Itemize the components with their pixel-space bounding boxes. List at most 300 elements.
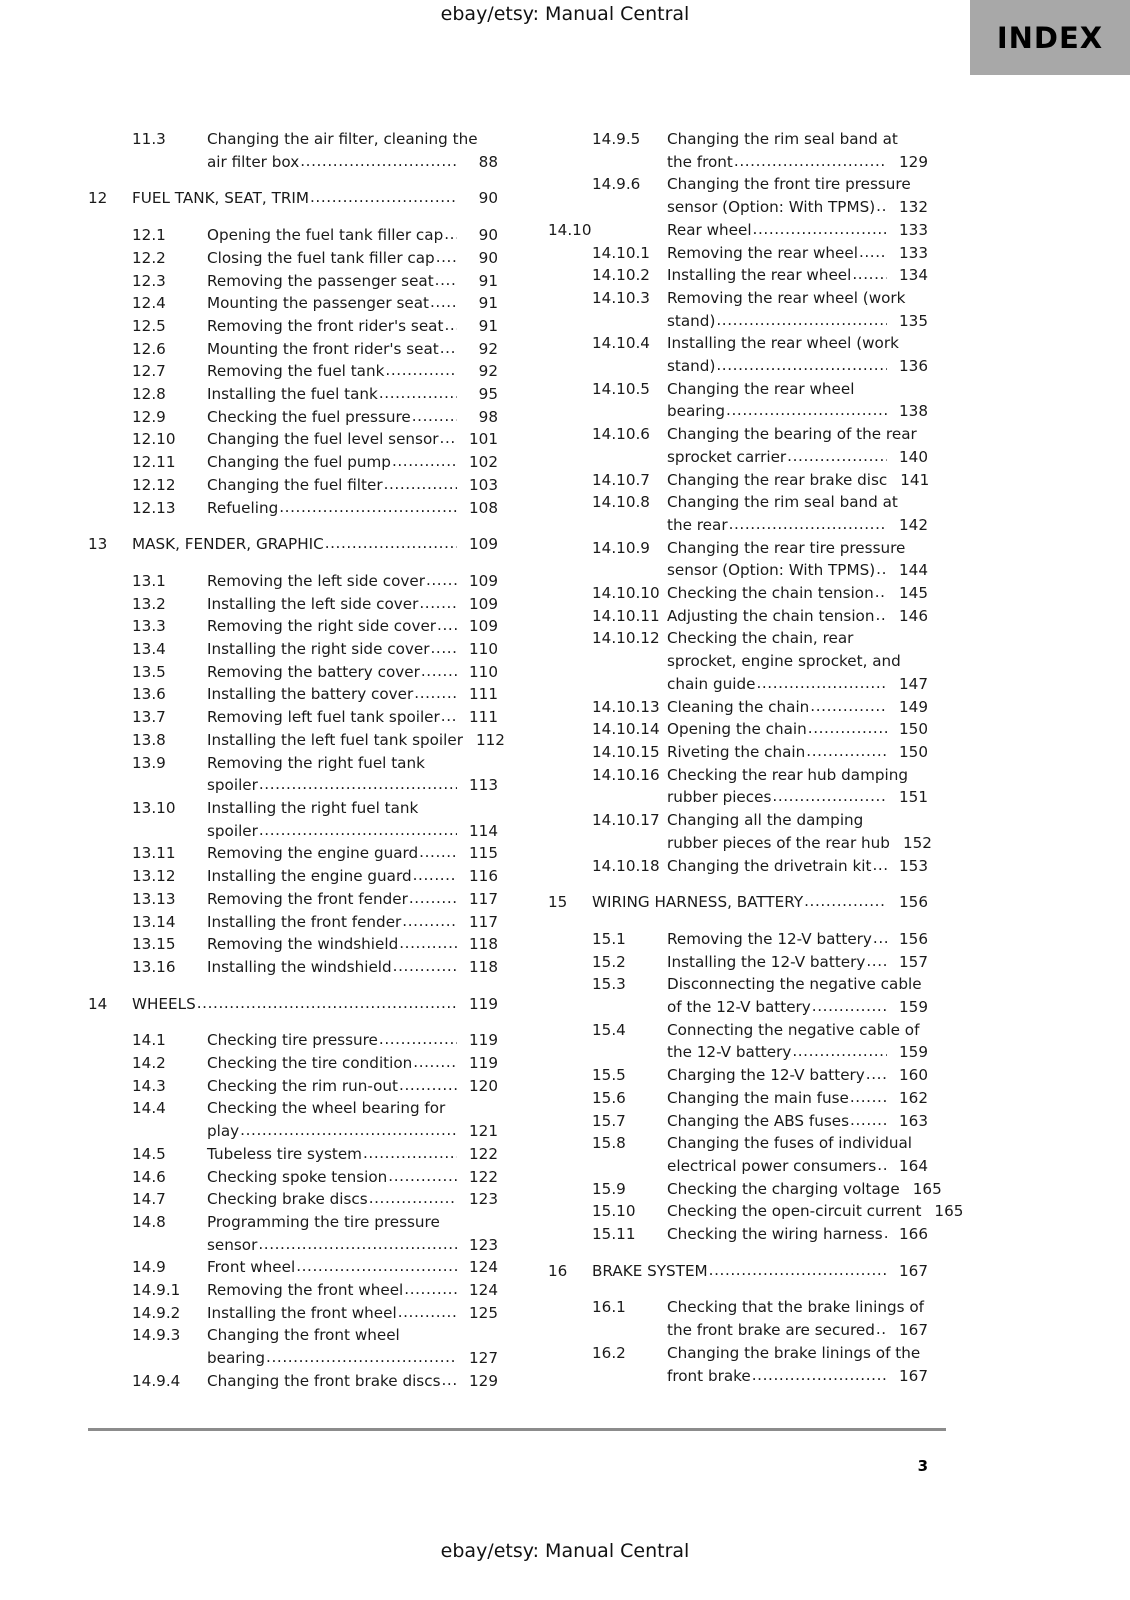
- toc-entry-row[interactable]: [88, 497, 498, 520]
- toc-entry-wrapped-line: [667, 378, 928, 401]
- toc-entry-row[interactable]: [88, 451, 498, 474]
- toc-dot-leader: [726, 399, 887, 422]
- toc-dot-leader: [441, 1369, 457, 1392]
- toc-entry-row[interactable]: [88, 1324, 498, 1369]
- toc-entry-leader-line: [207, 706, 498, 729]
- toc-entry-row[interactable]: [88, 1075, 498, 1098]
- toc-entry-number: 14.10.16: [592, 765, 660, 784]
- toc-dot-leader: [310, 186, 457, 209]
- toc-entry-title: Changing the front brake discs: [207, 1371, 441, 1390]
- toc-dot-leader: [197, 992, 457, 1015]
- toc-entry-row[interactable]: [88, 593, 498, 616]
- toc-dot-leader: [404, 1278, 457, 1301]
- toc-entry-leader-line: [207, 1234, 498, 1257]
- toc-entry-row[interactable]: [548, 287, 928, 332]
- toc-entry-leader-line: [207, 933, 498, 956]
- toc-entry-number: 14.10.14: [592, 720, 660, 739]
- toc-entry-wrapped-line: [667, 764, 928, 787]
- toc-entry-title: BRAKE SYSTEM: [592, 1261, 708, 1280]
- toc-entry-row[interactable]: [88, 638, 498, 661]
- toc-entry-leader-line: [667, 196, 928, 219]
- toc-entry-row[interactable]: [548, 1223, 928, 1246]
- toc-chapter-row[interactable]: [548, 1260, 928, 1283]
- toc-entry-number: 14.9.5: [592, 130, 641, 148]
- toc-entry-wrapped-line: [207, 752, 498, 775]
- toc-page-number: 123: [469, 1235, 498, 1254]
- toc-entry-leader-line: [667, 696, 928, 719]
- toc-entry-wrapped-line: [667, 650, 928, 673]
- toc-entry-wrapped-line: [207, 1211, 498, 1234]
- toc-entry-leader-line: [667, 355, 928, 378]
- toc-entry-number: 14.10.9: [592, 538, 650, 557]
- toc-dot-leader: [259, 773, 457, 796]
- toc-page-number: 109: [469, 535, 498, 554]
- toc-entry-row[interactable]: [88, 406, 498, 429]
- toc-entry-row[interactable]: [88, 383, 498, 406]
- toc-entry-row[interactable]: [88, 315, 498, 338]
- toc-entry-title: Changing the front tire pressure: [667, 175, 911, 194]
- toc-page-number: 147: [899, 674, 928, 693]
- toc-entry-body: [207, 1097, 498, 1142]
- toc-entry-row[interactable]: [88, 1370, 498, 1393]
- toc-entry-leader-line: [207, 615, 498, 638]
- toc-entry-leader-line: [667, 1319, 928, 1342]
- toc-page-number: 117: [469, 889, 498, 908]
- toc-entry-title: Changing the air filter, cleaning the: [207, 130, 478, 148]
- toc-entry-title: Installing the windshield: [207, 957, 392, 976]
- toc-entry-number: 13.8: [132, 730, 166, 749]
- toc-entry-row[interactable]: [88, 1279, 498, 1302]
- toc-entry-title: Checking the tire condition: [207, 1054, 413, 1073]
- toc-dot-leader: [363, 1142, 457, 1165]
- toc-entry-leader-line: [667, 1223, 928, 1246]
- toc-entry-row[interactable]: [548, 378, 928, 423]
- toc-entry-title: WHEELS: [132, 994, 196, 1013]
- toc-entry-title: Mounting the passenger seat: [207, 294, 429, 313]
- toc-entry-title: Changing the rear brake disc: [667, 470, 888, 489]
- toc-entry-title: the rear: [667, 515, 728, 534]
- toc-page-number: 129: [469, 1371, 498, 1390]
- toc-page-number: 159: [899, 998, 928, 1017]
- toc-entry-body: [207, 128, 498, 173]
- toc-entry-leader-line: [207, 497, 498, 520]
- toc-entry-row[interactable]: [88, 270, 498, 293]
- toc-entry-row[interactable]: [548, 1064, 928, 1087]
- toc-entry-row[interactable]: [548, 128, 928, 173]
- page-number: 3: [917, 1457, 928, 1475]
- toc-entry-title: Checking tire pressure: [207, 1031, 378, 1050]
- toc-entry-row[interactable]: [88, 842, 498, 865]
- toc-entry-row[interactable]: [88, 956, 498, 979]
- toc-entry-leader-line: [207, 1302, 498, 1325]
- toc-entry-row[interactable]: [88, 360, 498, 383]
- toc-entry-title: Removing the front wheel: [207, 1281, 404, 1300]
- toc-entry-body: [207, 1211, 498, 1256]
- toc-entry-leader-line: [667, 673, 928, 696]
- toc-entry-body: [207, 360, 498, 383]
- toc-entry-title: rubber pieces: [667, 788, 772, 807]
- toc-entry-row[interactable]: [548, 469, 928, 492]
- toc-entry-number: 14.10.13: [592, 697, 660, 716]
- toc-entry-row[interactable]: [548, 1342, 928, 1387]
- toc-entry-leader-line: [207, 820, 498, 843]
- toc-dot-leader: [709, 1259, 887, 1282]
- toc-entry-title: Removing the windshield: [207, 935, 399, 954]
- toc-dot-leader: [441, 705, 457, 728]
- toc-entry-number: 15.11: [592, 1225, 636, 1244]
- toc-entry-title: Checking the fuel pressure: [207, 407, 411, 426]
- toc-entry-number: 13.5: [132, 662, 166, 681]
- toc-entry-body: [667, 264, 928, 287]
- toc-entry-title: Closing the fuel tank filler cap: [207, 248, 435, 267]
- toc-entry-wrapped-line: [667, 173, 928, 196]
- toc-entry-leader-line: [207, 1143, 498, 1166]
- toc-page-number: 112: [475, 730, 505, 749]
- toc-entry-body: [667, 491, 928, 536]
- toc-entry-leader-line: [667, 1155, 928, 1178]
- toc-entry-row[interactable]: [88, 338, 498, 361]
- toc-entry-leader-line: [667, 242, 928, 265]
- toc-entry-title: Installing the right fuel tank: [207, 798, 419, 817]
- toc-entry-row[interactable]: [88, 729, 505, 752]
- toc-entry-leader-line: [667, 559, 928, 582]
- toc-entry-leader-line: [207, 224, 498, 247]
- toc-entry-title: of the 12-V battery: [667, 998, 811, 1017]
- toc-page-number: 91: [478, 271, 498, 290]
- toc-entry-number: 14.10.7: [592, 470, 650, 489]
- toc-entry-number: 12.2: [132, 248, 166, 267]
- toc-entry-body: [667, 973, 928, 1018]
- toc-page-number: 149: [899, 697, 928, 716]
- toc-entry-body: [667, 128, 928, 173]
- toc-entry-row[interactable]: [88, 752, 498, 797]
- toc-entry-number: 12.6: [132, 339, 166, 358]
- toc-entry-number: 13.3: [132, 617, 166, 636]
- toc-entry-leader-line: [207, 1370, 498, 1393]
- toc-entry-title: Installing the fuel tank: [207, 385, 378, 404]
- toc-entry-body: [667, 1200, 964, 1223]
- toc-page-number: 90: [478, 248, 498, 267]
- toc-entry-number: 13: [88, 535, 108, 554]
- toc-dot-leader: [421, 660, 457, 683]
- toc-entry-row[interactable]: [88, 683, 498, 706]
- toc-page-number: 134: [899, 266, 928, 285]
- toc-dot-leader: [385, 359, 457, 382]
- toc-dot-leader: [300, 150, 457, 173]
- toc-page-number: 92: [478, 362, 498, 381]
- toc-page-number: 165: [934, 1202, 964, 1221]
- toc-entry-title: Changing the rim seal band at: [667, 493, 898, 512]
- toc-entry-row[interactable]: [548, 1296, 928, 1341]
- toc-entry-row[interactable]: [548, 951, 928, 974]
- toc-entry-number: 15.1: [592, 929, 626, 948]
- toc-entry-body: [667, 1110, 928, 1133]
- toc-page-number: 108: [469, 498, 498, 517]
- toc-entry-title: Opening the chain: [667, 720, 807, 739]
- toc-dot-leader: [435, 269, 457, 292]
- toc-entry-leader-line: [667, 1087, 928, 1110]
- toc-entry-row[interactable]: [548, 242, 928, 265]
- toc-entry-row[interactable]: [88, 474, 498, 497]
- toc-page-number: 160: [899, 1066, 928, 1085]
- toc-entry-row[interactable]: [548, 605, 928, 628]
- toc-entry-title: Checking the open-circuit current: [667, 1202, 922, 1221]
- toc-page-number: 101: [469, 430, 498, 449]
- toc-entry-wrapped-line: [667, 1019, 928, 1042]
- toc-page-number: 135: [899, 311, 928, 330]
- toc-entry-leader-line: [207, 1120, 498, 1143]
- toc-page-number: 120: [469, 1076, 498, 1095]
- toc-page-number: 146: [899, 606, 928, 625]
- toc-entry-number: 14.9.4: [132, 1371, 181, 1390]
- toc-entry-wrapped-line: [667, 423, 928, 446]
- toc-entry-row[interactable]: [88, 865, 498, 888]
- toc-entry-leader-line: [207, 270, 498, 293]
- toc-entry-title: sprocket, engine sprocket, and: [667, 652, 901, 671]
- toc-entry-leader-line: [207, 865, 498, 888]
- toc-page-number: 109: [469, 594, 498, 613]
- toc-entry-number: 14.10.8: [592, 493, 650, 512]
- toc-entry-leader-line: [667, 514, 928, 537]
- toc-entry-row[interactable]: [88, 1143, 498, 1166]
- toc-entry-row[interactable]: [88, 911, 498, 934]
- toc-dot-leader: [240, 1119, 457, 1142]
- toc-entry-row[interactable]: [88, 888, 498, 911]
- toc-page-number: 127: [469, 1349, 498, 1368]
- toc-entry-body: [207, 911, 498, 934]
- toc-entry-leader-line: [592, 891, 928, 914]
- toc-entry-row[interactable]: [548, 855, 928, 878]
- toc-entry-body: [207, 865, 498, 888]
- toc-dot-leader: [412, 405, 457, 428]
- toc-entry-row[interactable]: [88, 1166, 498, 1189]
- toc-entry-wrapped-line: [667, 1132, 928, 1155]
- toc-entry-row[interactable]: [548, 741, 928, 764]
- toc-entry-row[interactable]: [548, 1178, 942, 1201]
- toc-dot-leader: [413, 864, 457, 887]
- toc-entry-title: Changing the fuses of individual: [667, 1134, 913, 1153]
- toc-entry-number: 12.4: [132, 294, 166, 313]
- toc-entry-title: Changing the drivetrain kit: [667, 856, 872, 875]
- toc-entry-body: [132, 533, 498, 556]
- toc-entry-number: 13.12: [132, 867, 176, 886]
- toc-page-number: 132: [899, 198, 928, 217]
- toc-entry-number: 16: [548, 1261, 568, 1280]
- toc-entry-row[interactable]: [548, 764, 928, 809]
- toc-entry-body: [207, 683, 498, 706]
- toc-entry-row[interactable]: [88, 224, 498, 247]
- footer-divider: [88, 1428, 946, 1431]
- toc-entry-row[interactable]: [548, 809, 932, 854]
- toc-entry-body: [667, 741, 928, 764]
- toc-entry-number: 12: [88, 189, 108, 208]
- toc-entry-number: 14.10.18: [592, 856, 660, 875]
- toc-entry-row[interactable]: [548, 423, 928, 468]
- toc-page-number: 115: [469, 844, 498, 863]
- toc-entry-row[interactable]: [548, 973, 928, 1018]
- toc-entry-number: 15.9: [592, 1179, 626, 1198]
- toc-entry-row[interactable]: [548, 537, 928, 582]
- toc-entry-row[interactable]: [88, 1188, 498, 1211]
- toc-entry-row[interactable]: [88, 1256, 498, 1279]
- toc-entry-row[interactable]: [88, 797, 498, 842]
- toc-entry-row[interactable]: [88, 933, 498, 956]
- toc-entry-row[interactable]: [548, 1087, 928, 1110]
- toc-entry-row[interactable]: [548, 264, 928, 287]
- toc-entry-wrapped-line: [667, 1342, 928, 1365]
- toc-entry-number: 14.10.3: [592, 288, 650, 307]
- toc-entry-row[interactable]: [548, 928, 928, 951]
- toc-chapter-row[interactable]: [88, 993, 498, 1016]
- toc-entry-leader-line: [207, 1279, 498, 1302]
- toc-entry-row[interactable]: [88, 1029, 498, 1052]
- toc-dot-leader: [884, 1222, 887, 1245]
- toc-entry-row[interactable]: [548, 173, 928, 218]
- toc-entry-leader-line: [207, 570, 498, 593]
- toc-entry-leader-line: [207, 888, 498, 911]
- watermark-top: ebay/etsy: Manual Central: [440, 3, 690, 25]
- toc-page-number: 110: [469, 662, 498, 681]
- toc-entry-body: [667, 287, 928, 332]
- toc-entry-number: 12.3: [132, 271, 166, 290]
- toc-entry-leader-line: [667, 996, 928, 1019]
- toc-page-number: 144: [899, 561, 928, 580]
- toc-dot-leader: [414, 682, 457, 705]
- toc-entry-row[interactable]: [548, 491, 928, 536]
- toc-entry-body: [207, 797, 498, 842]
- toc-page-number: 136: [899, 357, 928, 376]
- toc-dot-leader: [872, 854, 887, 877]
- toc-entry-wrapped-line: [207, 1097, 498, 1120]
- toc-entry-number: 14.9.1: [132, 1281, 181, 1300]
- toc-dot-leader: [772, 785, 887, 808]
- toc-entry-leader-line: [207, 406, 498, 429]
- toc-entry-row[interactable]: [88, 570, 498, 593]
- toc-page-number: 109: [469, 571, 498, 590]
- toc-entry-number: 16.2: [592, 1343, 626, 1362]
- toc-dot-leader: [399, 932, 457, 955]
- toc-entry-number: 13.9: [132, 753, 166, 772]
- toc-entry-wrapped-line: [207, 797, 498, 820]
- toc-entry-number: 15.7: [592, 1111, 626, 1130]
- toc-entry-number: 13.1: [132, 571, 166, 590]
- toc-entry-row[interactable]: [548, 696, 928, 719]
- toc-entry-title: Installing the rear wheel: [667, 266, 852, 285]
- toc-entry-body: [207, 1188, 498, 1211]
- toc-entry-body: [207, 570, 498, 593]
- toc-entry-number: 12.9: [132, 407, 166, 426]
- toc-entry-body: [667, 1178, 942, 1201]
- toc-page-number: 157: [899, 952, 928, 971]
- toc-entry-body: [667, 855, 928, 878]
- toc-dot-leader: [388, 1165, 457, 1188]
- toc-entry-row[interactable]: [548, 627, 928, 695]
- toc-entry-title: Installing the rear wheel (work: [667, 334, 899, 353]
- toc-entry-number: 14.3: [132, 1076, 166, 1095]
- toc-entry-row[interactable]: [548, 1200, 964, 1223]
- toc-page-number: 133: [899, 220, 928, 239]
- toc-entry-row[interactable]: [88, 1052, 498, 1075]
- toc-entry-row[interactable]: [548, 219, 928, 242]
- toc-entry-row[interactable]: [548, 1019, 928, 1064]
- toc-entry-row[interactable]: [88, 128, 498, 173]
- toc-entry-title: sensor: [207, 1235, 258, 1254]
- toc-chapter-row[interactable]: [548, 891, 928, 914]
- toc-entry-row[interactable]: [548, 718, 928, 741]
- toc-dot-leader: [873, 927, 887, 950]
- toc-entry-title: Checking the rear hub damping: [667, 765, 909, 784]
- toc-dot-leader: [369, 1187, 457, 1210]
- toc-entry-title: the front: [667, 152, 733, 171]
- toc-page-number: 91: [478, 316, 498, 335]
- toc-entry-wrapped-line: [667, 332, 928, 355]
- toc-entry-row[interactable]: [548, 1132, 928, 1177]
- toc-entry-row[interactable]: [88, 1097, 498, 1142]
- toc-entry-row[interactable]: [548, 1110, 928, 1133]
- toc-entry-row[interactable]: [88, 428, 498, 451]
- toc-entry-row[interactable]: [88, 1302, 498, 1325]
- toc-entry-title: WIRING HARNESS, BATTERY: [592, 893, 804, 912]
- toc-dot-leader: [875, 581, 887, 604]
- toc-dot-leader: [792, 1040, 887, 1063]
- toc-entry-number: 14.10.15: [592, 742, 660, 761]
- toc-page-number: 122: [469, 1144, 498, 1163]
- toc-page-number: 121: [469, 1122, 498, 1141]
- toc-entry-title: Installing the left side cover: [207, 594, 419, 613]
- toc-entry-row[interactable]: [88, 247, 498, 270]
- toc-page-number: 90: [478, 226, 498, 245]
- toc-entry-leader-line: [207, 661, 498, 684]
- toc-entry-row[interactable]: [88, 661, 498, 684]
- toc-page-number: 152: [902, 833, 932, 852]
- toc-entry-leader-line: [667, 951, 928, 974]
- toc-entry-row[interactable]: [88, 615, 498, 638]
- toc-entry-title: spoiler: [207, 776, 258, 795]
- toc-dot-leader: [812, 995, 887, 1018]
- toc-page-number: 98: [478, 407, 498, 426]
- toc-entry-title: Checking the wheel bearing for: [207, 1099, 446, 1118]
- toc-entry-title: Changing the rear wheel: [667, 379, 855, 398]
- toc-entry-row[interactable]: [548, 332, 928, 377]
- toc-dot-leader: [392, 450, 457, 473]
- toc-entry-row[interactable]: [88, 706, 498, 729]
- toc-page-number: 129: [899, 152, 928, 171]
- toc-column-right: [548, 128, 964, 1387]
- toc-entry-row[interactable]: [548, 582, 928, 605]
- toc-dot-leader: [787, 445, 887, 468]
- toc-page-number: 119: [469, 1054, 498, 1073]
- toc-entry-body: [592, 891, 928, 914]
- toc-entry-leader-line: [207, 315, 498, 338]
- toc-entry-title: Installing the battery cover: [207, 685, 414, 704]
- toc-entry-number: 14.10.12: [592, 629, 660, 648]
- toc-entry-row[interactable]: [88, 292, 498, 315]
- toc-entry-leader-line: [207, 451, 498, 474]
- toc-entry-body: [667, 537, 928, 582]
- toc-entry-title: Removing the 12-V battery: [667, 929, 872, 948]
- toc-page-number: 165: [912, 1179, 942, 1198]
- toc-chapter-row[interactable]: [88, 533, 498, 556]
- toc-entry-body: [667, 582, 928, 605]
- toc-entry-leader-line: [207, 1166, 498, 1189]
- toc-entry-number: 14.7: [132, 1190, 166, 1209]
- toc-entry-leader-line: [667, 1365, 928, 1388]
- toc-chapter-row[interactable]: [88, 187, 498, 210]
- index-tab-label: INDEX: [996, 20, 1104, 55]
- toc-entry-row[interactable]: [88, 1211, 498, 1256]
- toc-entry-title: Riveting the chain: [667, 742, 806, 761]
- toc-entry-number: 14.10.10: [592, 584, 660, 603]
